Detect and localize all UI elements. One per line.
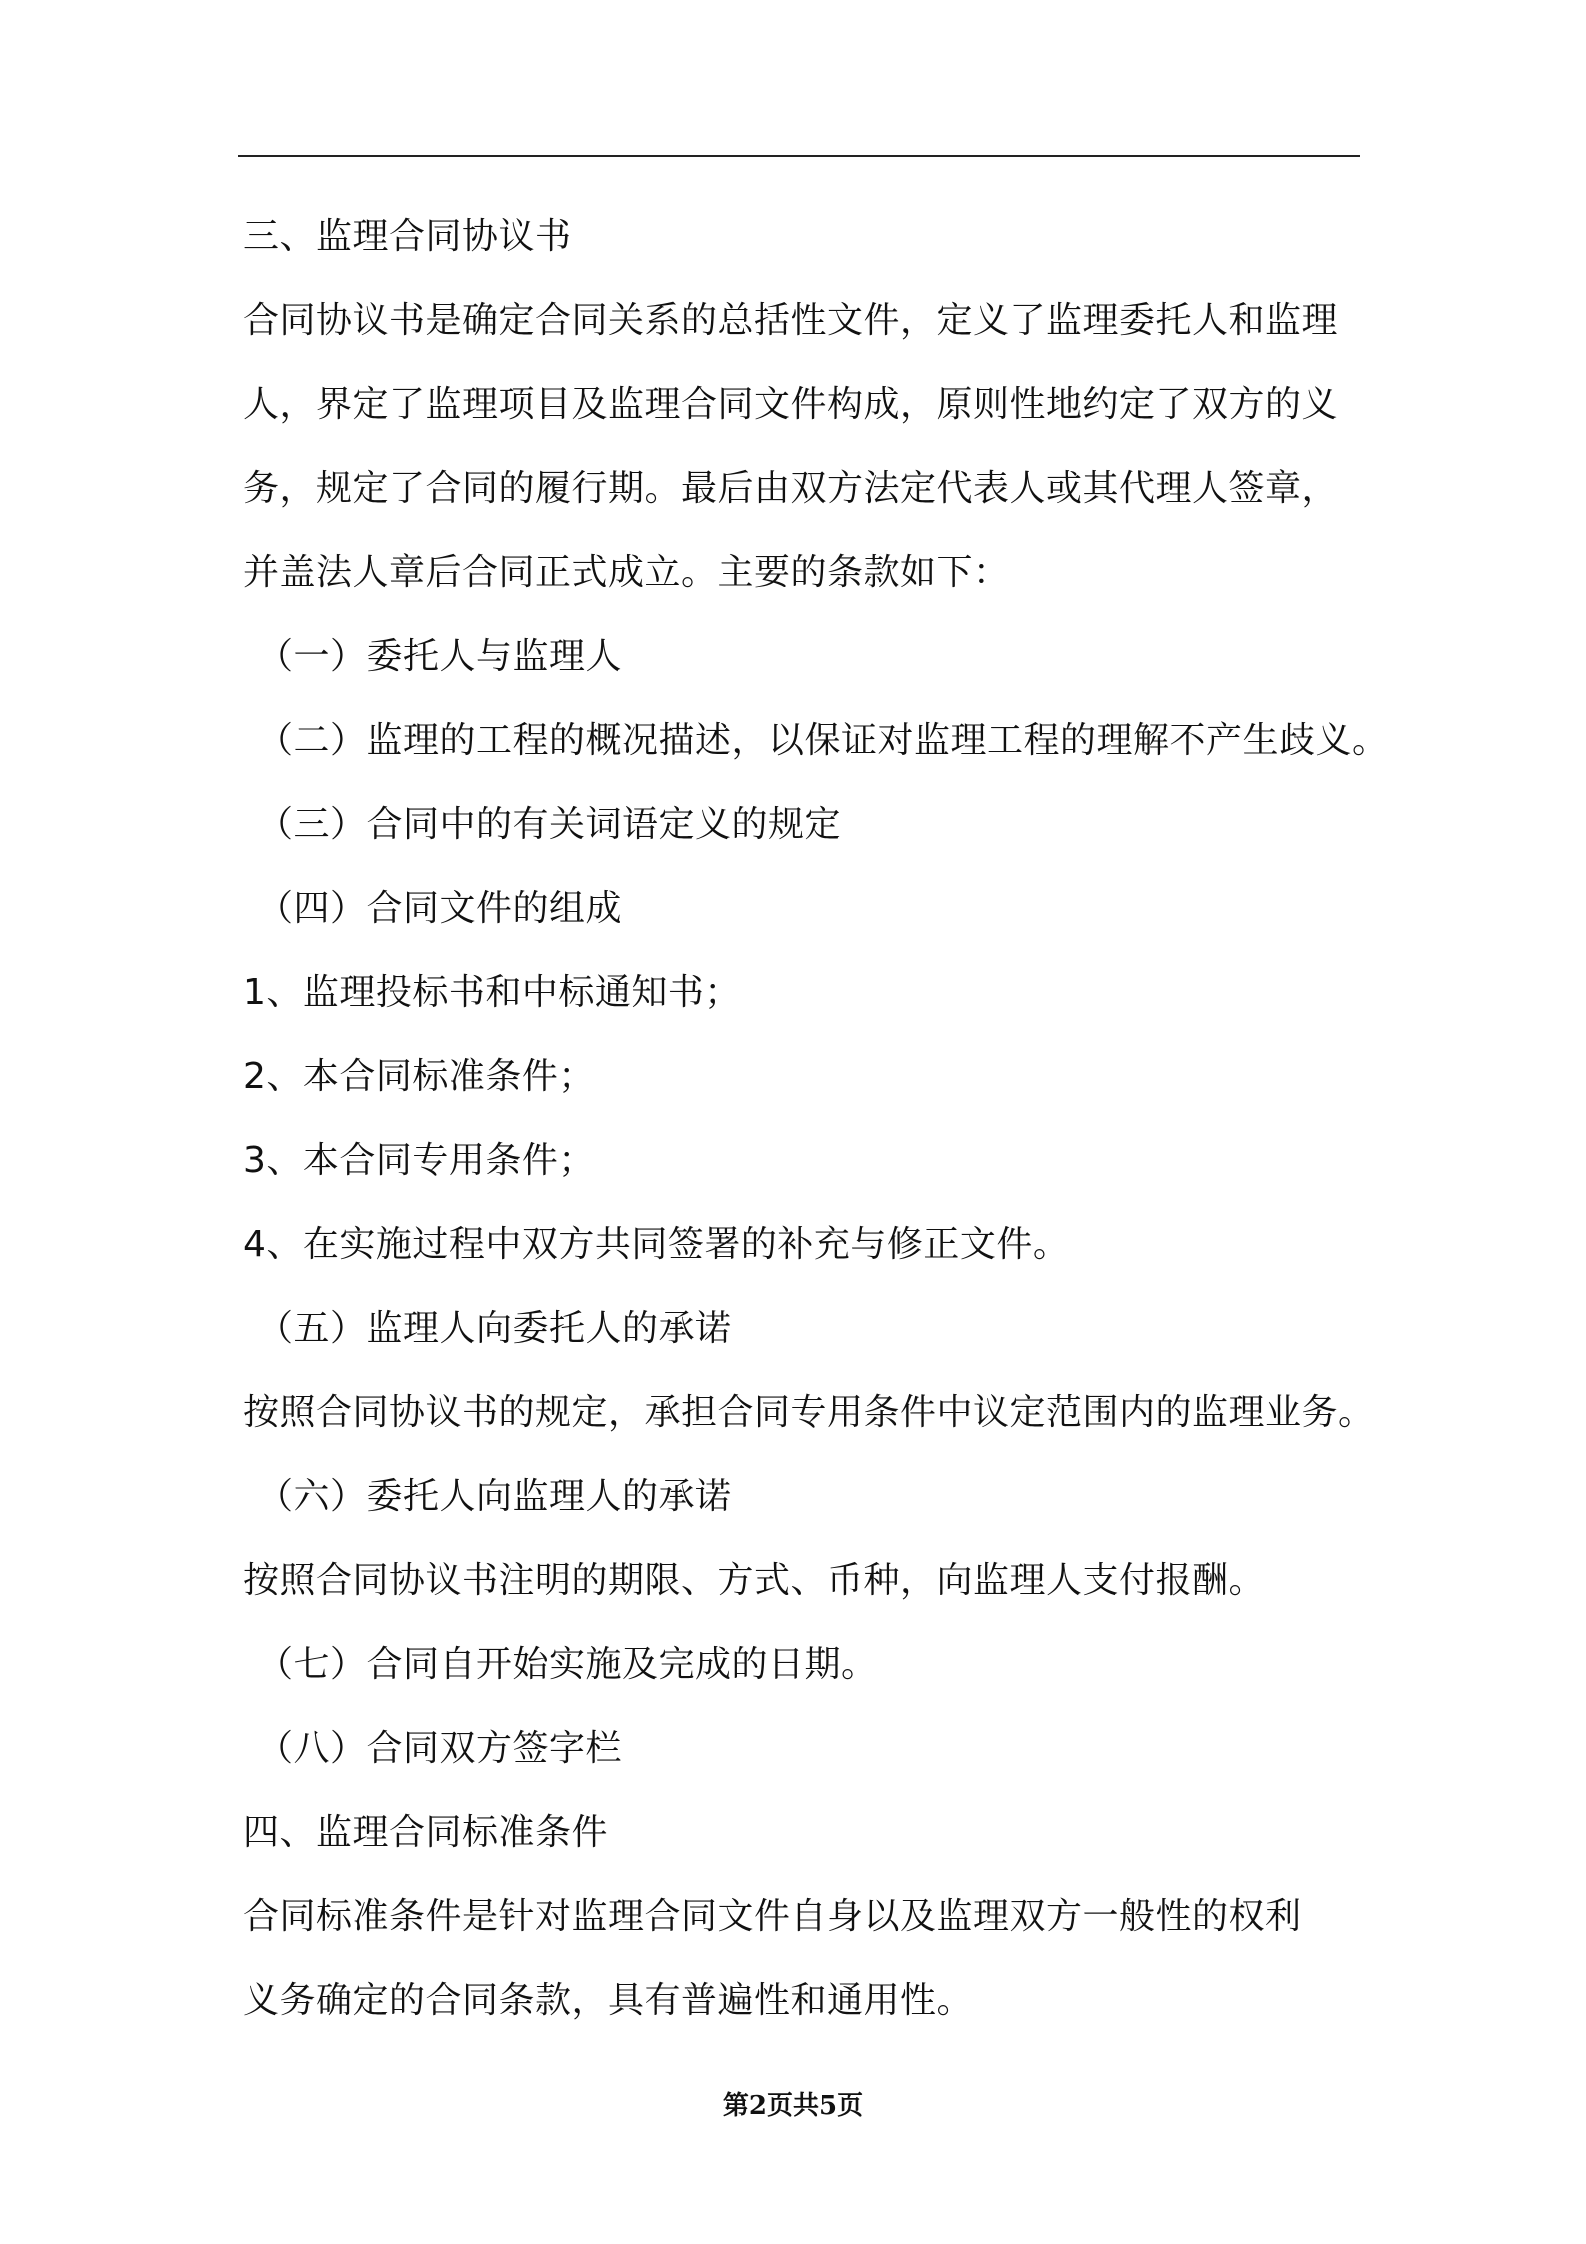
list-item: 2、本合同标准条件；	[243, 1056, 595, 1097]
clause-item: （二）监理的工程的概况描述，以保证对监理工程的理解不产生歧义。	[257, 720, 1389, 761]
paragraph-line: 务，规定了合同的履行期。最后由双方法定代表人或其代理人签章，	[243, 468, 1339, 509]
clause-item: （四）合同文件的组成	[257, 888, 623, 929]
clause-item: （五）监理人向委托人的承诺	[257, 1308, 732, 1349]
section-heading: 四、监理合同标准条件	[243, 1812, 609, 1853]
clause-item: （一）委托人与监理人	[257, 636, 623, 677]
paragraph-line: 人，界定了监理项目及监理合同文件构成，原则性地约定了双方的义	[243, 384, 1339, 425]
header-rule	[238, 155, 1360, 157]
list-item: 4、在实施过程中双方共同签署的补充与修正文件。	[243, 1224, 1070, 1265]
paragraph-line: 合同协议书是确定合同关系的总括性文件，定义了监理委托人和监理	[243, 300, 1339, 341]
document-body	[243, 195, 1389, 2043]
clause-item: （三）合同中的有关词语定义的规定	[257, 804, 842, 845]
paragraph-line: 并盖法人章后合同正式成立。主要的条款如下：	[243, 552, 1010, 593]
list-item: 1、监理投标书和中标通知书；	[243, 972, 741, 1013]
clause-item: （七）合同自开始实施及完成的日期。	[257, 1644, 878, 1685]
paragraph-line: 合同标准条件是针对监理合同文件自身以及监理双方一般性的权利	[243, 1896, 1302, 1937]
clause-item: （六）委托人向监理人的承诺	[257, 1476, 732, 1517]
page-number-footer: 第2页共5页	[722, 2091, 864, 2121]
paragraph-line: 按照合同协议书的规定，承担合同专用条件中议定范围内的监理业务。	[243, 1392, 1375, 1433]
list-item: 3、本合同专用条件；	[243, 1140, 595, 1181]
clause-item: （八）合同双方签字栏	[257, 1728, 623, 1769]
paragraph-line: 义务确定的合同条款，具有普遍性和通用性。	[243, 1980, 974, 2021]
paragraph-line: 按照合同协议书注明的期限、方式、币种，向监理人支付报酬。	[243, 1560, 1266, 1601]
section-heading: 三、监理合同协议书	[243, 216, 572, 257]
